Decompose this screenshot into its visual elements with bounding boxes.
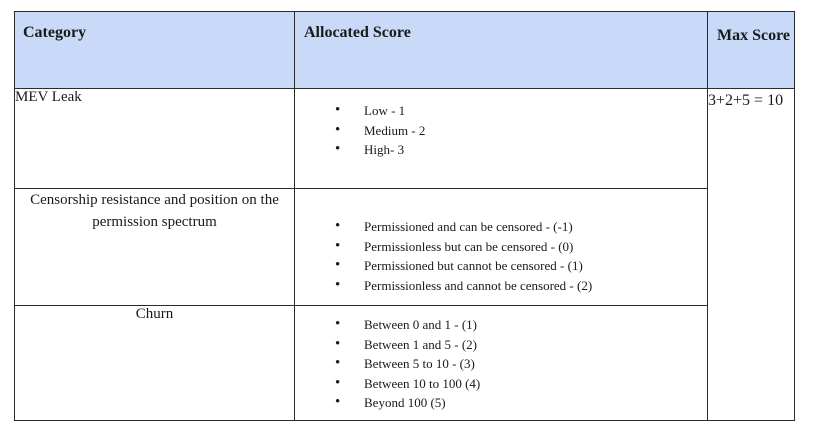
scoring-table — [14, 11, 795, 421]
list-item: • Permissionless but can be censored - (0) — [295, 237, 707, 257]
list-item: • Beyond 100 (5) — [295, 393, 707, 413]
list-item: • Between 5 to 10 - (3) — [295, 354, 707, 374]
score-list — [295, 89, 707, 160]
list-item: • Permissioned and can be censored - (-1) — [295, 217, 707, 237]
header-max-score: Max Score — [708, 12, 795, 89]
max-score-cell: 3+2+5 = 10 — [708, 89, 795, 421]
table-row — [15, 189, 795, 306]
list-item: • Between 0 and 1 - (1) — [295, 315, 707, 335]
list-item: • Permissionless and cannot be censored - (2) — [295, 276, 707, 296]
allocated-score-cell — [295, 189, 708, 306]
list-item: • Between 1 and 5 - (2) — [295, 335, 707, 355]
header-allocated-score: Allocated Score — [295, 12, 708, 89]
category-cell: Churn — [15, 306, 295, 421]
list-item: • Medium - 2 — [295, 121, 707, 141]
score-list — [295, 306, 707, 413]
table-row — [15, 306, 795, 421]
list-item: • Low - 1 — [295, 101, 707, 121]
list-item: • Between 10 to 100 (4) — [295, 374, 707, 394]
list-item: • Permissioned but cannot be censored - (1) — [295, 256, 707, 276]
header-category: Category — [15, 12, 295, 89]
category-cell: Censorship resistance and position on the permission spectrum — [15, 189, 295, 306]
score-list — [295, 189, 707, 295]
list-item: • High- 3 — [295, 140, 707, 160]
header-row — [15, 12, 795, 89]
allocated-score-cell — [295, 89, 708, 189]
table-row — [15, 89, 795, 189]
category-cell: MEV Leak — [15, 89, 295, 189]
allocated-score-cell — [295, 306, 708, 421]
